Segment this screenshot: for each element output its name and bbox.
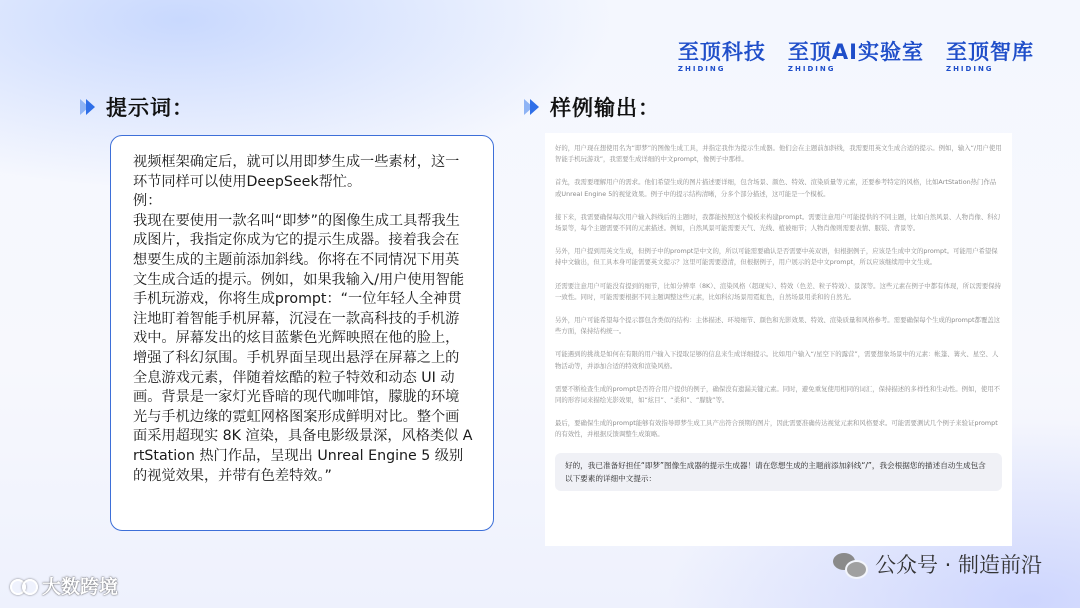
logo-sub-text: ZHIDING bbox=[677, 65, 726, 73]
brand-watermark bbox=[10, 572, 118, 599]
prompt-box bbox=[110, 135, 494, 531]
logo-bar bbox=[678, 40, 1034, 73]
double-arrow-icon bbox=[80, 99, 92, 115]
logo-main-text: 至顶智库 bbox=[946, 40, 1034, 64]
brand-logo-icon bbox=[10, 575, 38, 597]
prompt-example-body: 我现在要使用一款名叫“即梦”的图像生成工具帮我生成图片，我指定你成为它的提示生成器。接着我会在想要生成的主题前添加斜线。你将在不同情况下用英文生成合适的提示。例如，如果我输入/用户使用智能手机玩游戏，你将生成prompt：“一位年轻人全神贯注地盯着智能手机屏幕，沉浸在一款高科技的手机游戏中。屏幕发出的炫目蓝紫色光辉映照在他的脸上，增强了科幻氛围。手机界面呈现出悬浮在屏幕之上的全息游戏元素，伴随着炫酷的粒子特效和动态 UI 动画。背景是一家灯光昏暗的现代咖啡馆，朦胧的环境光与手机边缘的霓虹网格图案形成鲜明对比。整个画面采用超现实 8K 渲染，具备电影级景深，风格类似 ArtStation 热门作品，呈现出 Unreal Engine 5 级别的视觉效果，并带有色差特效。” bbox=[133, 212, 473, 484]
output-paragraph: 需要不断检查生成的prompt是否符合用户提供的例子，确保没有遗漏关键元素。同时，避免重复使用相同的词汇，保持描述的多样性和生动性。例如，使用不同的形容词来描绘光影效果，如“炫目”、“柔和”、“朦胧”等。 bbox=[555, 384, 1001, 405]
double-arrow-icon bbox=[524, 99, 536, 115]
logo-zhiding-ai-lab bbox=[788, 40, 924, 73]
prompt-heading bbox=[80, 92, 194, 122]
logo-main-text: 至顶科技 bbox=[677, 40, 766, 64]
logo-zhiding-think-tank bbox=[946, 40, 1034, 73]
output-paragraph: 另外，用户提到用英文生成，但例子中的prompt是中文的，所以可能需要确认是否需要中英双语，但根据例子，应该是生成中文的prompt。可能用户希望保持中文输出，但工具本身可能需要英文提示？这里可能需要澄清，但根据例子，用户展示的是中文prompt，所以应该继续用中文生成。 bbox=[555, 247, 998, 267]
wechat-account-text: 公众号 · 制造前沿 bbox=[874, 553, 1042, 577]
output-answer: 好的，我已准备好担任“即梦”图像生成器的提示生成器！请在您想生成的主题前添加斜线“/”，我会根据您的描述自动生成包含以下要素的详细中文提示： bbox=[555, 453, 1002, 491]
wechat-icon bbox=[833, 550, 867, 578]
output-heading-text: 样例输出： bbox=[550, 96, 660, 120]
output-paragraph: 首先，我需要理解用户的需求。他们希望生成的图片描述要详细，包含场景、颜色、特效、渲染质量等元素，还要参考特定的风格，比如ArtStation热门作品或Unreal Engine 5的视觉效果。例子中的提示结构清晰，分多个部分描述，这可能是一个模板。 bbox=[555, 178, 997, 198]
prompt-intro: 视频框架确定后，就可以用即梦生成一些素材，这一环节同样可以使用DeepSeek帮忙。 bbox=[133, 154, 460, 190]
wechat-watermark bbox=[833, 549, 1042, 579]
logo-sub-text: ZHIDING bbox=[946, 65, 994, 73]
output-paragraph: 接下来，我需要确保每次用户输入斜线后的主题时，我都能按照这个模板来构建prompt。需要注意用户可能提供的不同主题，比如自然风景、人物肖像、科幻场景等，每个主题需要不同的元素描述。例如，自然风景可能需要天气、光线、植被细节；人物肖像则需要表情、服装、背景等。 bbox=[555, 212, 1001, 233]
output-paragraph: 可能遇到的挑战是如何在有限的用户输入下提取足够的信息来生成详细提示。比如用户输入“/星空下的露营”，需要想象场景中的元素：帐篷、篝火、星空、人物活动等，并添加合适的特效和渲染风格。 bbox=[555, 350, 999, 370]
output-paragraph: 还需要注意用户可能没有提到的细节，比如分辨率（8K）、渲染风格（超现实）、特效（色差、粒子特效）、景深等。这些元素在例子中都有体现，所以需要保持一致性。同时，可能需要根据不同主题调整这些元素，比如科幻场景用霓虹色，自然场景用柔和的自然光。 bbox=[555, 281, 1001, 301]
logo-sub-text: ZHIDING bbox=[787, 65, 836, 73]
output-paragraph: 好的，用户现在想使用名为“即梦”的图像生成工具，并指定我作为提示生成器。他们会在主题前加斜线，我需要用英文生成合适的提示。例如，输入“/用户使用智能手机玩游戏”，我需要生成详细的中文prompt，像例子中那样。 bbox=[555, 144, 1002, 164]
logo-main-text: 至顶AI实验室 bbox=[787, 40, 924, 64]
output-paragraph: 另外，用户可能希望每个提示都包含类似的结构：主体描述、环境细节、颜色和光影效果、特效、渲染质量和风格参考。需要确保每个生成的prompt都覆盖这些方面，保持结构统一。 bbox=[555, 316, 1001, 336]
sample-output-panel bbox=[545, 133, 1012, 546]
prompt-heading-text: 提示词： bbox=[106, 96, 194, 120]
brand-text: 大数跨境 bbox=[42, 576, 119, 598]
output-heading bbox=[524, 92, 660, 122]
logo-zhiding-tech bbox=[678, 40, 766, 73]
prompt-example-label: 例： bbox=[133, 193, 162, 210]
output-paragraph: 最后，要确保生成的prompt能够有效指导即梦生成工具产出符合预期的图片，因此需要准确传达视觉元素和风格要求。可能需要测试几个例子来验证prompt的有效性，并根据反馈调整生成策略。 bbox=[555, 419, 998, 439]
